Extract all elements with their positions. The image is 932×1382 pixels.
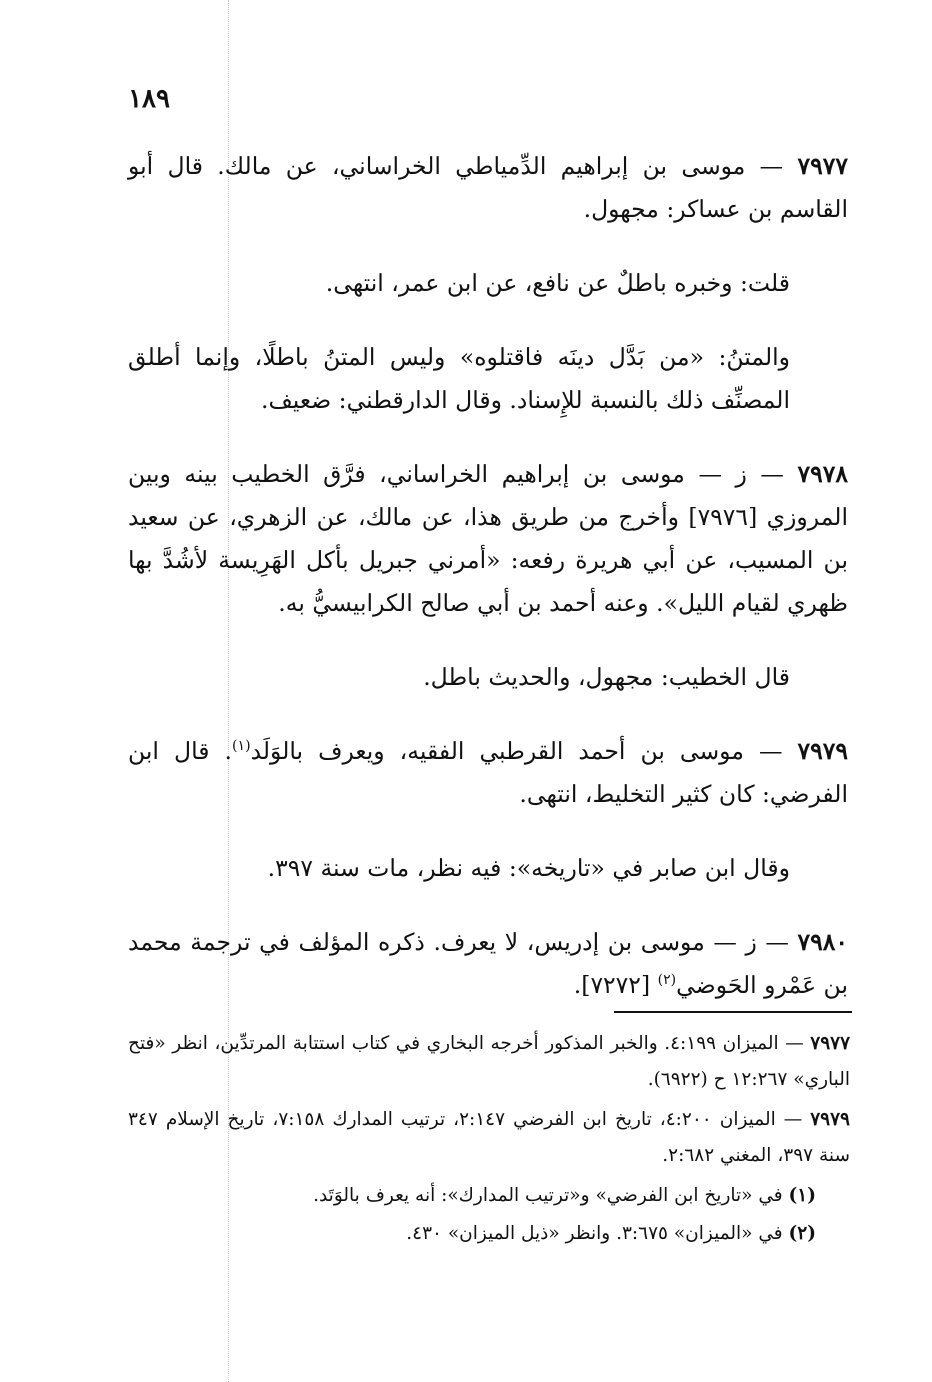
main-text-body bbox=[128, 145, 848, 1029]
footnotes bbox=[128, 1026, 850, 1254]
entry-text: وقال ابن صابر في «تاريخه»: فيه نظر، مات سنة ٣٩٧. bbox=[267, 854, 790, 882]
note-7977 bbox=[128, 1026, 850, 1098]
entry-7977-comment bbox=[128, 262, 848, 305]
note-number: ٧٩٧٩ bbox=[810, 1109, 850, 1130]
entry-text: قال الخطيب: مجهول، والحديث باطل. bbox=[423, 663, 790, 691]
footnote-2 bbox=[128, 1216, 850, 1252]
entry-text: — موسى بن أحمد القرطبي الفقيه، ويعرف بالوَلَد bbox=[250, 737, 783, 765]
footnote-text: في «الميزان» ٣:٦٧٥. وانظر «ذيل الميزان» ٤٣٠. bbox=[406, 1223, 783, 1244]
entry-text: [٧٢٧٢]. bbox=[573, 971, 658, 999]
entry-7978 bbox=[128, 453, 848, 625]
entry-7979-comment bbox=[128, 847, 848, 890]
entry-text: . قال ابن الفرضي: كان كثير التخليط، انتهى. bbox=[128, 737, 848, 808]
footnote-text: في «تاريخ ابن الفرضي» و«ترتيب المدارك»: أنه يعرف بالوَتَد. bbox=[313, 1185, 783, 1206]
entry-number: ٧٩٧٩ bbox=[797, 737, 848, 765]
entry-7980 bbox=[128, 921, 848, 1007]
entry-text: قلت: وخبره باطلٌ عن نافع، عن ابن عمر، انتهى. bbox=[325, 269, 790, 297]
footnote-number: (٢) bbox=[788, 1223, 816, 1244]
entry-text: والمتنُ: «من بَدَّل دينَه فاقتلوه» وليس المتنُ باطلًا، وإنما أطلق المصنِّف ذلك بالنسبة للإِسناد. وقال الدارقطني: ضعيف. bbox=[128, 343, 790, 414]
note-text: — الميزان ٤:٢٠٠، تاريخ ابن الفرضي ٢:١٤٧، ترتيب المدارك ٧:١٥٨، تاريخ الإسلام ٣٤٧ سنة ٣٩٧، المغني ٢:٦٨٢. bbox=[128, 1109, 850, 1166]
note-number: ٧٩٧٧ bbox=[810, 1033, 851, 1054]
entry-number: ٧٩٧٨ bbox=[797, 460, 848, 488]
note-7979 bbox=[128, 1102, 850, 1174]
footnote-marker: (٢) bbox=[657, 972, 677, 989]
note-text: — الميزان ٤:١٩٩. والخبر المذكور أخرجه البخاري في كتاب استتابة المرتدِّين، انظر «فتح الباري» ١٢:٢٦٧ ح (٦٩٢٢). bbox=[128, 1033, 850, 1090]
entry-7977-matn-note bbox=[128, 336, 848, 422]
footnote-number: (١) bbox=[788, 1185, 816, 1206]
entry-text: — ز — موسى بن إبراهيم الخراساني، فرَّق الخطيب بينه وبين المروزي [٧٩٧٦] وأخرج من طريق هذا، عن مالك، عن الزهري، عن سعيد بن المسيب، عن أبي هريرة رفعه: «أمرني جبريل بأكل الهَرِيسة لأشُدَّ بها ظهري لقيام الليل». وعنه أحمد بن أبي صالح الكرابيسيُّ به. bbox=[128, 460, 848, 617]
footnote-1 bbox=[128, 1178, 850, 1214]
entry-7979 bbox=[128, 730, 848, 816]
entry-number: ٧٩٨٠ bbox=[797, 928, 848, 956]
entry-text: — موسى بن إبراهيم الدِّمياطي الخراساني، عن مالك. قال أبو القاسم بن عساكر: مجهول. bbox=[128, 152, 848, 223]
footnote-separator bbox=[614, 1011, 852, 1013]
page-number: ١٨٩ bbox=[128, 84, 170, 114]
entry-text: — ز — موسى بن إدريس، لا يعرف. ذكره المؤلف في ترجمة محمد بن عَمْرو الحَوضي bbox=[128, 928, 848, 999]
footnote-marker: (١) bbox=[231, 738, 251, 755]
entry-7977 bbox=[128, 145, 848, 231]
entry-number: ٧٩٧٧ bbox=[797, 152, 848, 180]
entry-7978-comment bbox=[128, 656, 848, 699]
